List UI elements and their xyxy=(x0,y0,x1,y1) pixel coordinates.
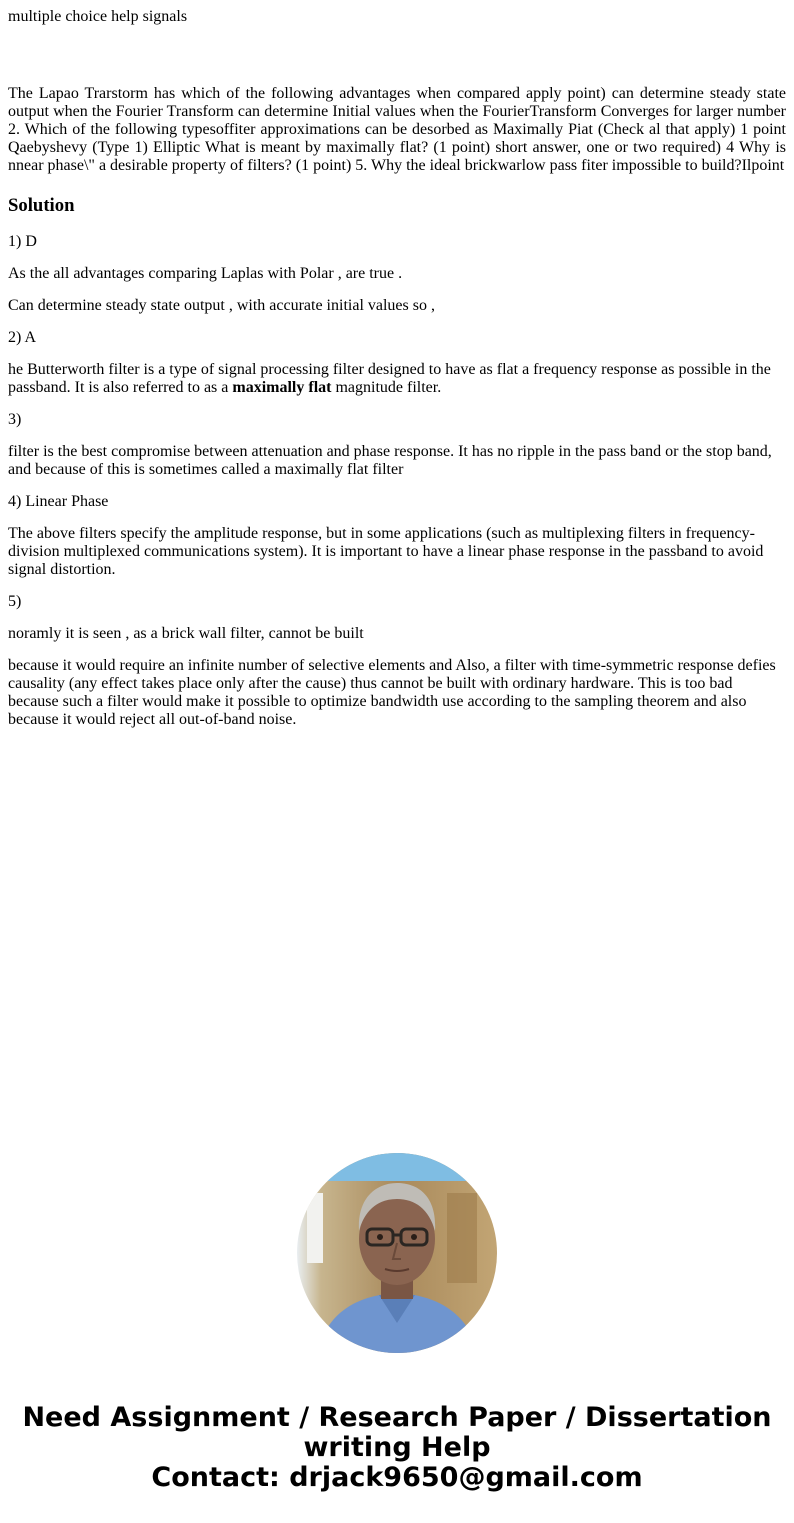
answer-2-text xyxy=(8,361,786,397)
person-photo-icon xyxy=(297,1153,497,1353)
solution-heading: Solution xyxy=(8,195,75,216)
answer-2-text-bold: maximally flat xyxy=(232,379,332,396)
footer-line-2: writing Help xyxy=(303,1432,491,1463)
answer-3-text: filter is the best compromise between attenuation and phase response. It has no ripple in the pass band or the stop band, and because of this is sometimes called a maximally flat filter xyxy=(8,443,772,478)
document xyxy=(8,8,786,729)
answer-2-text-pre: he Butterworth filter is a type of signal processing filter designed to have as flat a frequency response as possible in the passband. It is also referred to as a xyxy=(8,361,771,396)
answer-1-text-1: As the all advantages comparing Laplas with Polar , are true . xyxy=(8,265,403,282)
answer-5-text-2: because it would require an infinite number of selective elements and Also, a filter with time-symmetric response defies causality (any effect takes place only after the cause) thus cannot be built with ordinary hardware. This is too bad because such a filter would make it possible to optimize bandwidth use according to the sampling theorem and also because it would reject all out-of-band noise. xyxy=(8,657,776,728)
answer-2-text-post: magnitude filter. xyxy=(331,379,442,396)
answer-1-text-2: Can determine steady state output , with accurate initial values so , xyxy=(8,297,435,314)
answer-5-label: 5) xyxy=(8,593,22,610)
footer-contact: Contact: drjack9650@gmail.com xyxy=(151,1462,643,1493)
footer-line-1: Need Assignment / Research Paper / Dissertation xyxy=(22,1402,772,1433)
answer-1-label: 1) D xyxy=(8,233,37,250)
answer-4-label: 4) Linear Phase xyxy=(8,493,109,510)
answer-3-label: 3) xyxy=(8,411,22,428)
answer-2-label: 2) A xyxy=(8,329,36,346)
footer-banner xyxy=(0,1403,794,1493)
question-title: multiple choice help signals xyxy=(8,8,188,25)
question-body: The Lapao Trarstorm has which of the following advantages when compared apply point) can determine steady state output when the Fourier Transform can determine Initial values when the FourierTransform Converges for larger number 2. Which of the following typesoffiter approximations can be desorbed as Maximally Piat (Check al that apply) 1 point Qaebyshevy (Type 1) Elliptic What is meant by maximally flat? (1 point) short answer, one or two required) 4 Why is nnear phase\" a desirable property of filters? (1 point) 5. Why the ideal brickwarlow pass fiter impossible to build?Ilpoint xyxy=(8,85,786,174)
answer-4-text: The above filters specify the amplitude response, but in some applications (such as multiplexing filters in frequency-division multiplexed communications system). It is important to have a linear phase response in the passband to avoid signal distortion. xyxy=(8,525,764,578)
answer-5-text-1: noramly it is seen , as a brick wall filter, cannot be built xyxy=(8,625,364,642)
